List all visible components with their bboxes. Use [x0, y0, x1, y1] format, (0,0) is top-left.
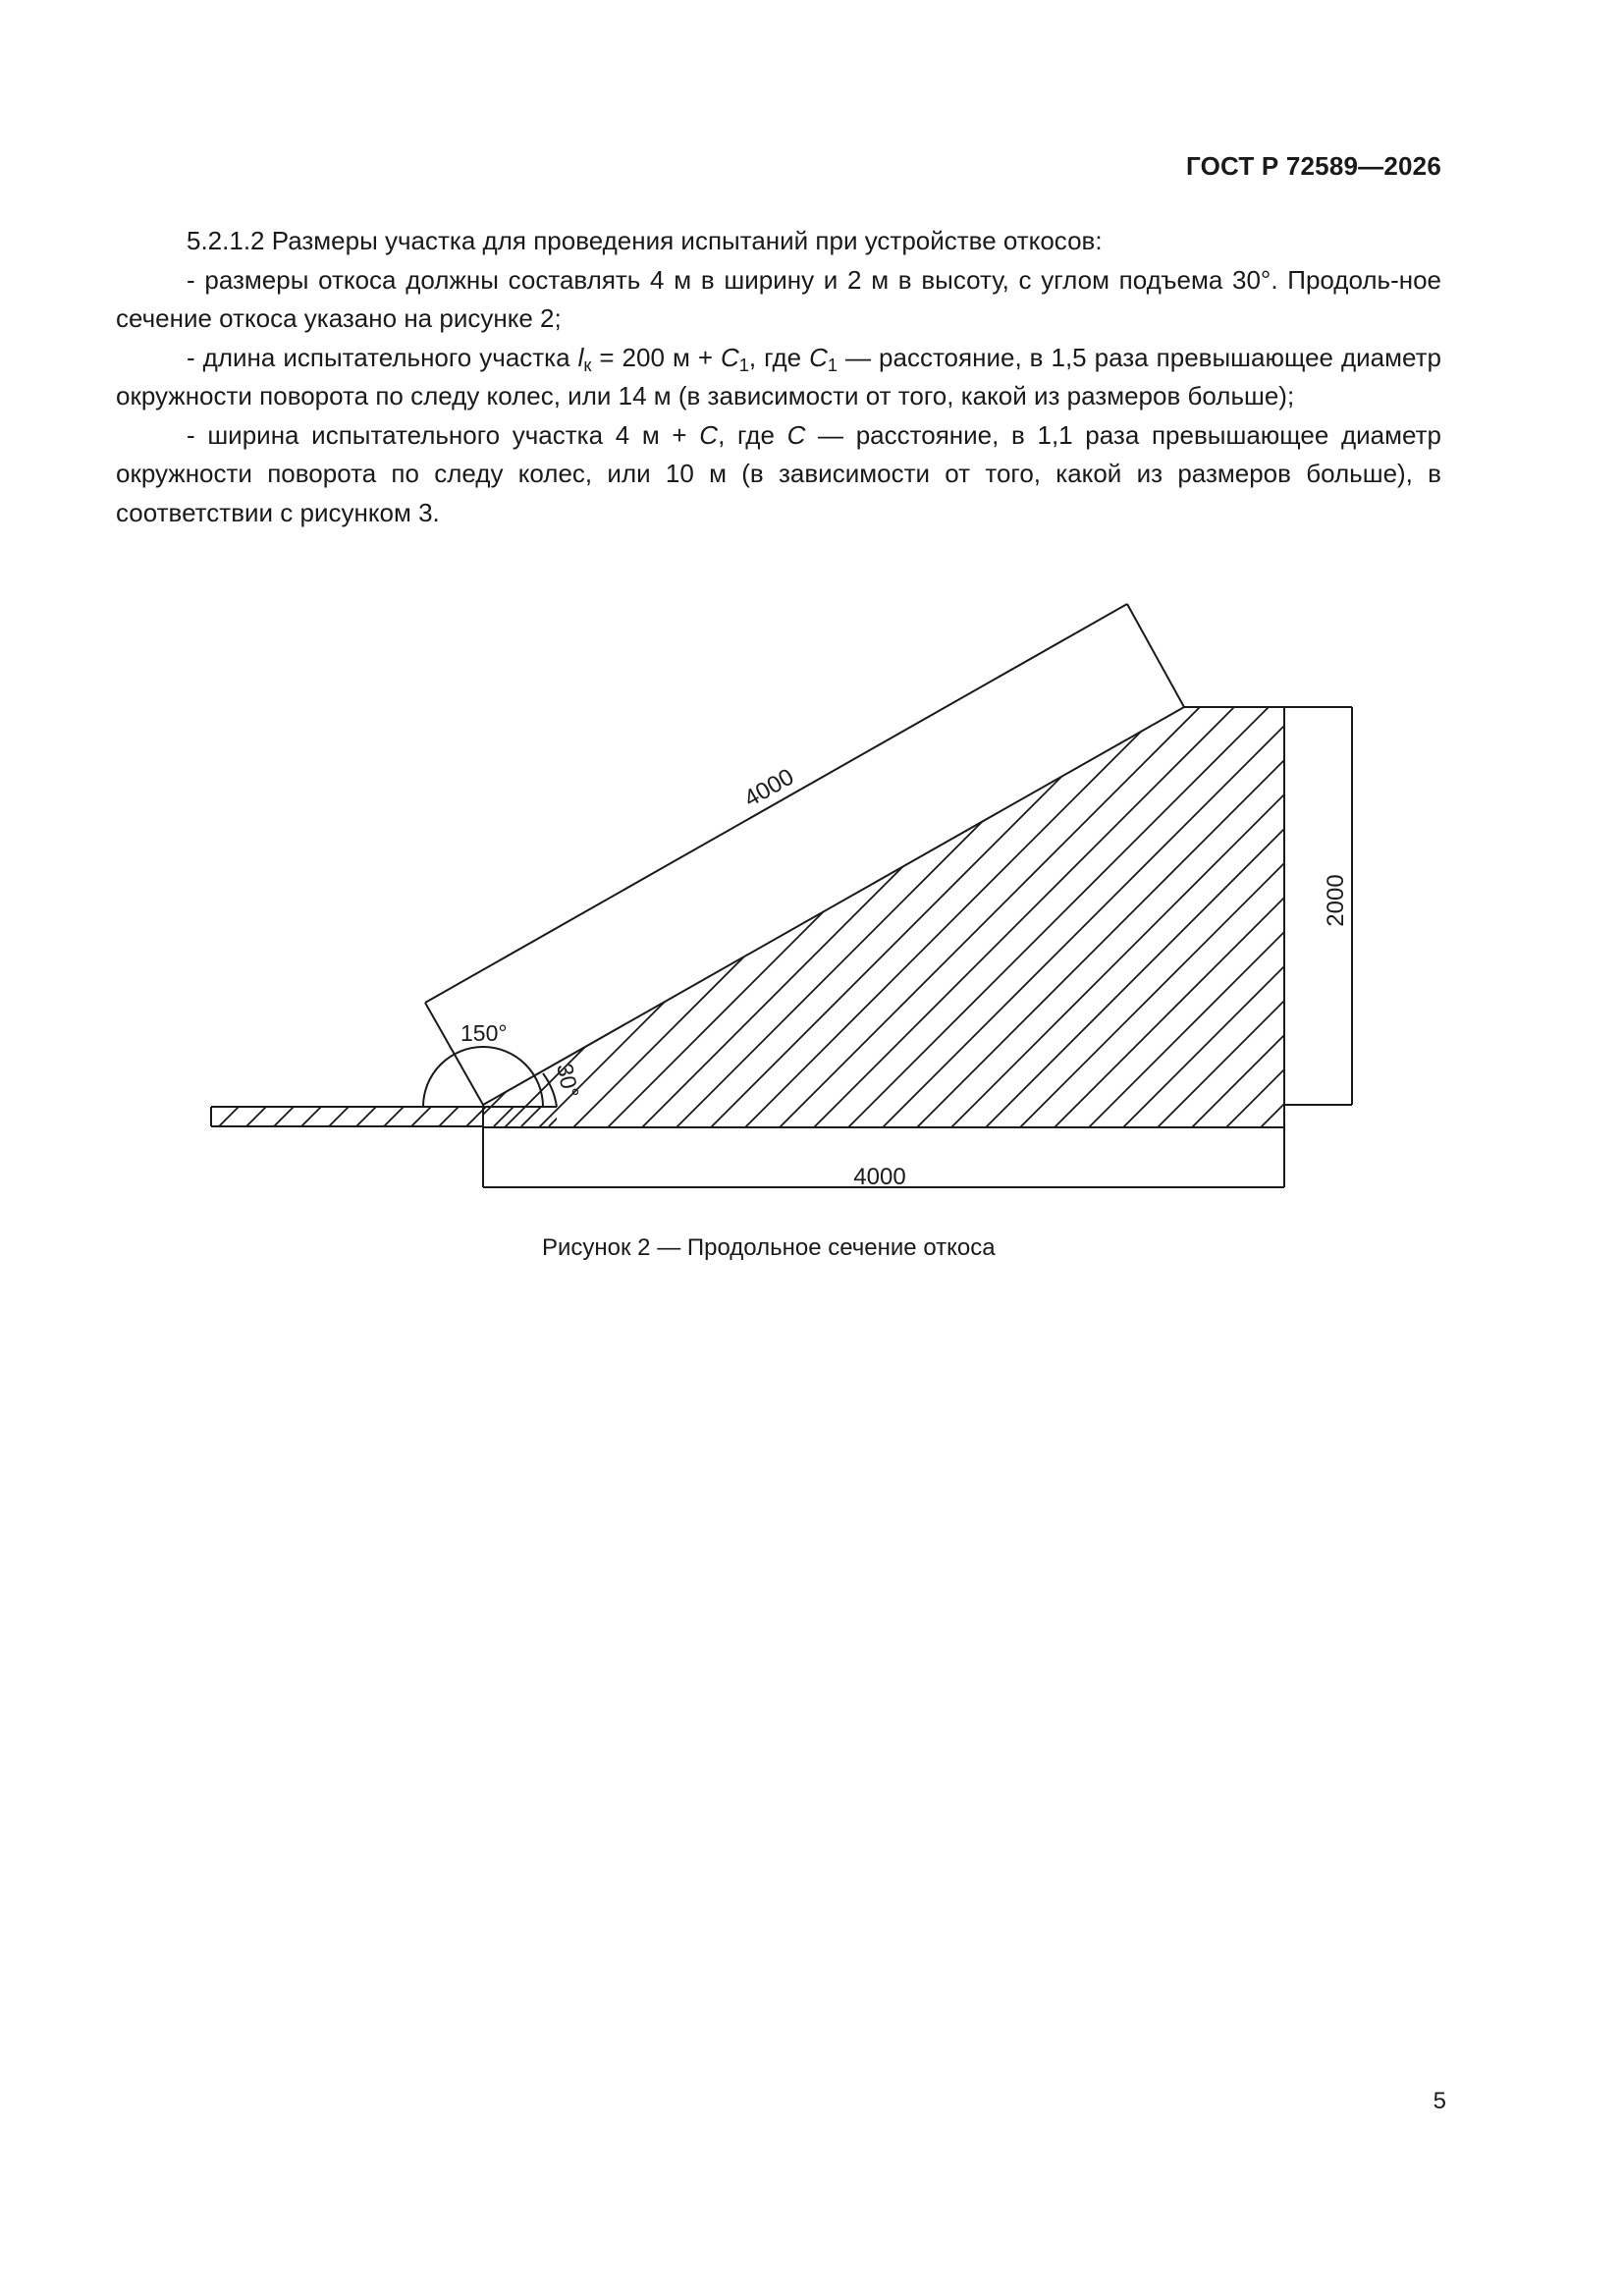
hatch-line: [274, 1107, 294, 1126]
hatch-line: [228, 702, 655, 1129]
text-run: = 200 м +: [591, 342, 722, 372]
hatch-line: [494, 1107, 514, 1126]
hatch-line: [640, 702, 1067, 1129]
hatch-line: [1190, 702, 1617, 1129]
slope-length-dimension: [425, 604, 1184, 1105]
text-run: - ширина испытательного участка 4 м +: [187, 419, 700, 450]
hatch-line: [125, 702, 552, 1129]
hatch-line: [1259, 702, 1623, 1129]
hatch-line: [301, 1107, 321, 1126]
symbol-c: C: [786, 419, 806, 450]
symbol-c1: C: [721, 342, 739, 372]
caption-text: Рисунок 2 — Продольное сечение откоса: [542, 1234, 996, 1261]
hatch-line: [434, 702, 861, 1129]
hatch-line: [949, 702, 1377, 1129]
hatch-line: [1087, 702, 1514, 1129]
hatch-line: [297, 702, 724, 1129]
subscript-1: 1: [738, 355, 749, 375]
text-run: , где: [748, 342, 810, 372]
hatch-line: [331, 702, 758, 1129]
slope-length-label: 4000: [739, 763, 799, 813]
symbol-l: l: [577, 342, 584, 372]
hatch-line: [468, 702, 895, 1129]
hatch-line: [262, 702, 689, 1129]
hatch-line: [219, 1107, 239, 1126]
hatch-line: [812, 702, 1239, 1129]
symbol-c1: C: [809, 342, 828, 372]
hatch-line: [56, 702, 483, 1129]
hatch-line: [329, 1107, 349, 1126]
hatch-line: [246, 1107, 266, 1126]
text-run: - длина испытательного участка: [187, 342, 578, 372]
hatch-line: [549, 1107, 568, 1126]
hatch-line: [709, 702, 1136, 1129]
hatch-line: [675, 702, 1102, 1129]
hatch-line: [400, 702, 827, 1129]
height-label: 2000: [1323, 874, 1349, 927]
hatch-line: [191, 1107, 211, 1126]
subscript-k: к: [583, 355, 592, 375]
hatch-line: [915, 702, 1342, 1129]
hatch-line: [356, 1107, 376, 1126]
document-header: ГОСТ Р 72589—2026: [1186, 151, 1441, 181]
angle-150-label: 150°: [460, 1020, 508, 1046]
hatch-line: [411, 1107, 431, 1126]
hatch-line: [1156, 702, 1583, 1129]
hatch-line: [606, 702, 1033, 1129]
text-run: , где: [718, 419, 787, 450]
text-run: — расстояние, в 1,1 раза превышающее диаметр окружности поворота по следу колес, или 10 м (в зависимости от того, какой из размеров больше), в соответствии с рисунком 3.: [116, 419, 1441, 527]
ground-hatching: [191, 1107, 568, 1126]
hatch-line: [384, 1107, 404, 1126]
hatch-line: [537, 702, 964, 1129]
hatch-line: [159, 702, 586, 1129]
hatch-line: [846, 702, 1273, 1129]
angle-arcs: [423, 1047, 557, 1107]
paragraph-5-2-1-2: 5.2.1.2 Размеры участка для проведения испытаний при устройстве откосов:: [187, 226, 1103, 255]
hatch-line: [90, 702, 517, 1129]
hatch-line: [521, 1107, 541, 1126]
hatch-line: [743, 702, 1170, 1129]
symbol-c: C: [699, 419, 719, 450]
hatch-line: [881, 702, 1308, 1129]
paragraph-slope-dimensions: - размеры откоса должны составлять 4 м в ширину и 2 м в высоту, с углом подъема 30°. Продоль-ное сечение откоса указано на рисунке 2;: [116, 264, 1441, 333]
base-label: 4000: [853, 1164, 906, 1190]
hatch-line: [439, 1107, 459, 1126]
text-run: — расстояние, в 1,5 раза превышающее диаметр окружности поворота по следу колес, или 14 м (в зависимости от того, какой из размеров больше);: [116, 342, 1441, 410]
angle-30-label: 30°: [552, 1061, 584, 1101]
hatch-line: [1053, 702, 1480, 1129]
page-number: 5: [1433, 2088, 1446, 2114]
subscript-1: 1: [827, 355, 839, 375]
hatch-line: [1018, 702, 1445, 1129]
